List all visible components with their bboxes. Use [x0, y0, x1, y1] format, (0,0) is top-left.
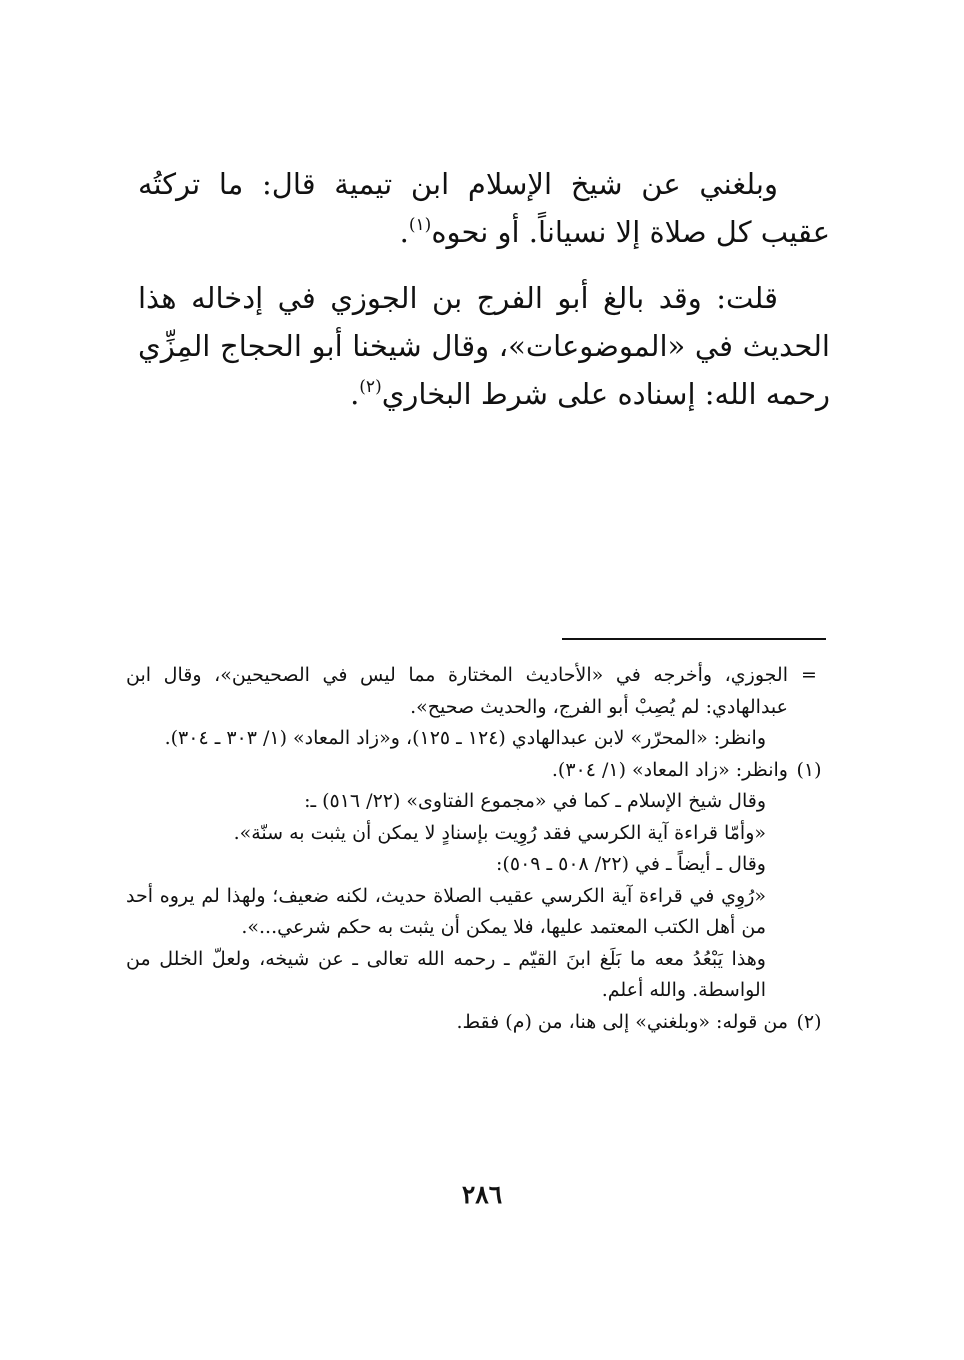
- paragraph-2: [138, 274, 830, 418]
- footnote-ref-1[interactable]: (١): [408, 215, 432, 235]
- paragraph-1: [138, 160, 830, 256]
- footnote-2: [126, 1007, 830, 1039]
- footnote-divider: [562, 638, 826, 640]
- footnote-ref-2[interactable]: (٢): [359, 377, 382, 397]
- paragraph-1-end: .: [399, 215, 409, 249]
- footnote-1: [126, 755, 830, 1007]
- continuation-line-1: الجوزي، وأخرجه في «الأحاديث المختارة مما ليس في الصحيحين»، وقال ابن عبدالهادي: لم يُصِبْ أبو الفرج، والحديث صحيح».: [126, 664, 788, 718]
- footnote-1-line-3: «وأمّا قراءة آية الكرسي فقد رُوِيت بإسنادٍ لا يمكن أن يثبت به سنّة».: [233, 821, 766, 844]
- footnote-2-marker: (٢): [796, 1010, 822, 1033]
- footnote-1-line-4: وقال ـ أيضاً ـ في (٢٢/ ٥٠٨ ـ ٥٠٩):: [496, 853, 766, 875]
- paragraph-2-end: .: [350, 377, 360, 411]
- main-text: [138, 160, 830, 436]
- paragraph-1-text: وبلغني عن شيخ الإسلام ابن تيمية قال: ما تركتُه عقيب كل صلاة إلا نسياناً. أو نحوه: [138, 167, 830, 249]
- footnote-1-line-1: وانظر: «زاد المعاد» (١/ ٣٠٤).: [551, 758, 788, 781]
- footnote-1-line-6: وهذا يَبْعُدُ معه ما بَلَغ ابنَ القيّم ـ رحمه الله تعالى ـ عن شيخه، ولعلّ الخلل من الواسطة. والله أعلم.: [126, 947, 766, 1001]
- footnote-1-marker: (١): [796, 758, 822, 781]
- footnote-2-line-1: من قوله: «وبلغني» إلى هنا، من (م) فقط.: [456, 1010, 788, 1033]
- footnote-1-line-5: «رُوِي في قراءة آية الكرسي عقيب الصلاة حديث، لكنه ضعيف؛ ولهذا لم يروه أحد من أهل الكتب المعتمد عليها، فلا يمكن أن يثبت به حكم شرعي...».: [126, 884, 766, 938]
- footnotes: [126, 660, 830, 1038]
- continuation-line-2: وانظر: «المحرّر» لابن عبدالهادي (١٢٤ ـ ١٢٥)، و«زاد المعاد» (١/ ٣٠٣ ـ ٣٠٤).: [164, 727, 766, 749]
- footnote-continuation: [126, 660, 830, 755]
- page-number: ٢٨٦: [461, 1180, 503, 1209]
- footnote-1-line-2: وقال شيخ الإسلام ـ كما في «مجموع الفتاوى» (٢٢/ ٥١٦) ـ:: [304, 790, 766, 812]
- paragraph-2-text: قلت: وقد بالغ أبو الفرج بن الجوزي في إدخاله هذا الحديث في «الموضوعات»، وقال شيخنا أبو الحجاج المِزِّي رحمه الله: إسناده على شرط البخاري: [138, 281, 830, 411]
- continuation-marker: =: [801, 664, 817, 686]
